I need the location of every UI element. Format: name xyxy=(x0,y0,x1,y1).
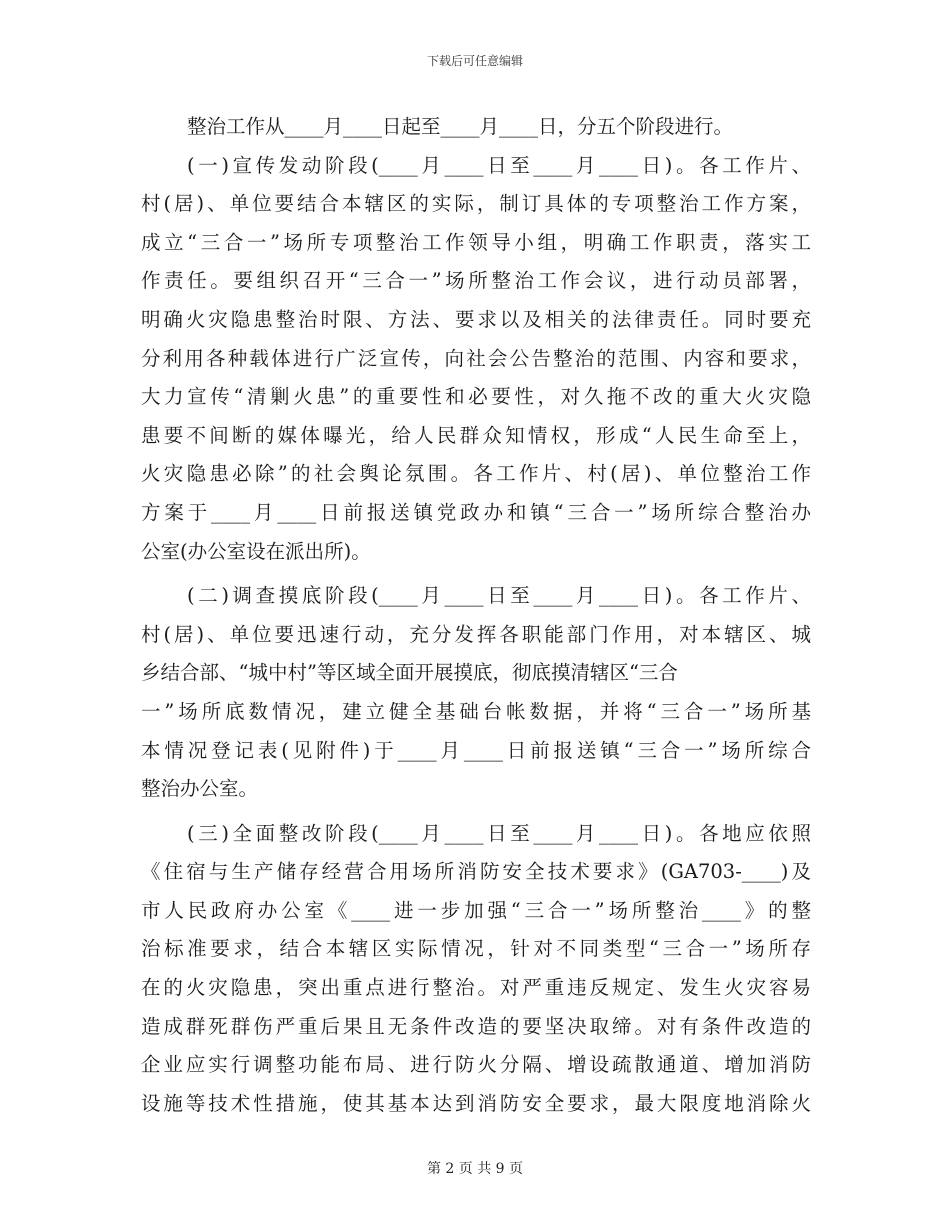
body-line: (三)全面整改阶段(____月____日至____月____日)。各地应依照 xyxy=(187,821,811,845)
body-line: 村(居)、单位要迅速行动，充分发挥各职能部门作用，对本辖区、城 xyxy=(141,622,811,646)
body-line: 公室(办公室设在派出所)。 xyxy=(141,539,371,563)
body-line: 造成群死群伤严重后果且无条件改造的要坚决取缔。对有条件改造的 xyxy=(141,1014,811,1038)
body-line: 成立“三合一”场所专项整治工作领导小组，明确工作职责，落实工 xyxy=(141,230,811,254)
body-line: 村(居)、单位要结合本辖区的实际，制订具体的专项整治工作方案， xyxy=(141,192,811,216)
body-line: 分利用各种载体进行广泛宣传，向社会公告整治的范围、内容和要求， xyxy=(141,346,811,370)
body-line: 市人民政府办公室《____进一步加强“三合一”场所整治____》的整 xyxy=(141,898,811,922)
body-line: 方案于____月____日前报送镇党政办和镇“三合一”场所综合整治办 xyxy=(141,500,811,524)
body-line: (一)宣传发动阶段(____月____日至____月____日)。各工作片、 xyxy=(187,153,811,177)
body-line: 作责任。要组织召开“三合一”场所整治工作会议，进行动员部署， xyxy=(141,269,811,293)
body-line: 一”场所底数情况，建立健全基础台帐数据，并将“三合一”场所基 xyxy=(141,699,811,723)
body-line: 《住宿与生产储存经营合用场所消防安全技术要求》(GA703-____)及 xyxy=(141,860,811,884)
body-line: 整治办公室。 xyxy=(141,777,259,801)
page-header-note: 下载后可任意编辑 xyxy=(426,54,523,68)
body-line: 患要不间断的媒体曝光，给人民群众知情权，形成“人民生命至上， xyxy=(141,423,811,447)
body-line: 本情况登记表(见附件)于____月____日前报送镇“三合一”场所综合 xyxy=(141,738,811,762)
body-line: 治标准要求，结合本辖区实际情况，针对不同类型“三合一”场所存 xyxy=(141,937,811,961)
body-line: 企业应实行调整功能布局、进行防火分隔、增设疏散通道、增加消防 xyxy=(141,1053,811,1077)
body-line: 设施等技术性措施，使其基本达到消防安全要求，最大限度地消除火 xyxy=(141,1091,811,1115)
body-line: 整治工作从____月____日起至____月____日，分五个阶段进行。 xyxy=(187,115,734,138)
body-line: 火灾隐患必除”的社会舆论氛围。各工作片、村(居)、单位整治工作 xyxy=(141,462,811,486)
body-line: 大力宣传“清剿火患”的重要性和必要性，对久拖不改的重大火灾隐 xyxy=(141,385,811,409)
body-line: 乡结合部、“城中村”等区域全面开展摸底，彻底摸清辖区“三合 xyxy=(141,661,678,685)
body-line: 在的火灾隐患，突出重点进行整治。对严重违反规定、发生火灾容易 xyxy=(141,976,811,1000)
body-line: 明确火灾隐患整治时限、方法、要求以及相关的法律责任。同时要充 xyxy=(141,307,811,331)
body-line: (二)调查摸底阶段(____月____日至____月____日)。各工作片、 xyxy=(187,584,811,608)
document-body xyxy=(141,108,811,1123)
page-number: 第 2 页 共 9 页 xyxy=(426,1161,524,1177)
